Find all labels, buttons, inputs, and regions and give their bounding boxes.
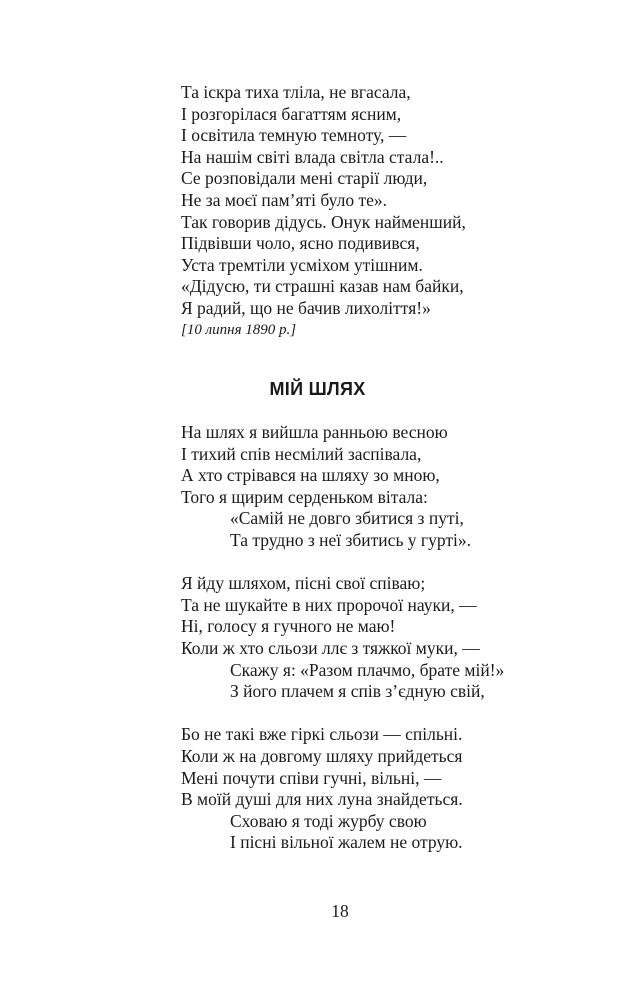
verse-line: Я йду шляхом, пісні свої співаю; [181,573,426,594]
verse-line: «Самій не довго збитися з путі, [230,508,464,529]
verse-line: На шлях я вийшла ранньою весною [181,422,448,442]
verse-line: «Дідусю, ти страшні казав нам байки, [181,276,464,297]
verse-line: Бо не такі вже гіркі сльози — спільні. [181,724,463,745]
verse-line: І пісні вільної жалем не отрую. [230,832,463,853]
verse-line: І освітила темную темноту, — [181,125,407,146]
poem-title: МІЙ ШЛЯХ [269,379,366,399]
verse-line: Уста тремтіли усміхом утішним. [181,254,423,275]
verse-line: Так говорив дідусь. Онук найменший, [181,211,466,232]
verse-line: І тихий спів несмілий заспівала, [181,443,422,464]
verse-line: Се розповідали мені старії люди, [181,168,428,189]
verse-line: Коли ж хто сльози ллє з тяжкої муки, — [181,637,480,658]
previous-poem-ending [181,82,466,320]
verse-line: Не за моєї пам’яті було те». [181,189,387,210]
verse-line: Ні, голосу я гучного не маю! [181,616,396,637]
verse-line: Мені почути співи гучні, вільні, — [181,767,442,788]
verse-line: Скажу я: «Разом плачмо, брате мій!» [230,659,505,680]
verse-line: З його плачем я спів з’єдную свій, [230,681,485,702]
poem-body [181,422,504,854]
verse-line: На нашім світі влада світла стала!.. [181,146,444,167]
verse-line: А хто стрівався на шляху зо мною, [181,465,440,486]
page-number: 18 [331,901,349,921]
verse-line: В моїй душі для них луна знайдеться. [181,789,463,810]
verse-line: Та не шукайте в них пророчої науки, — [181,594,477,615]
verse-line: Коли ж на довгому шляху прийдеться [181,745,463,766]
verse-line: Того я щирим серденьком вітала: [181,486,428,507]
verse-line: Та іскра тиха тліла, не вгасала, [181,82,411,102]
poem-date: [10 липня 1890 р.] [181,322,297,338]
verse-line: І розгорілася багаттям ясним, [181,103,402,124]
verse-line: Підвівши чоло, ясно подивився, [181,233,420,254]
verse-line: Та трудно з неї збитись у гурті». [230,529,472,550]
verse-line: Я радий, що не бачив лихоліття!» [181,297,431,318]
verse-line: Сховаю я тоді журбу свою [230,810,427,831]
